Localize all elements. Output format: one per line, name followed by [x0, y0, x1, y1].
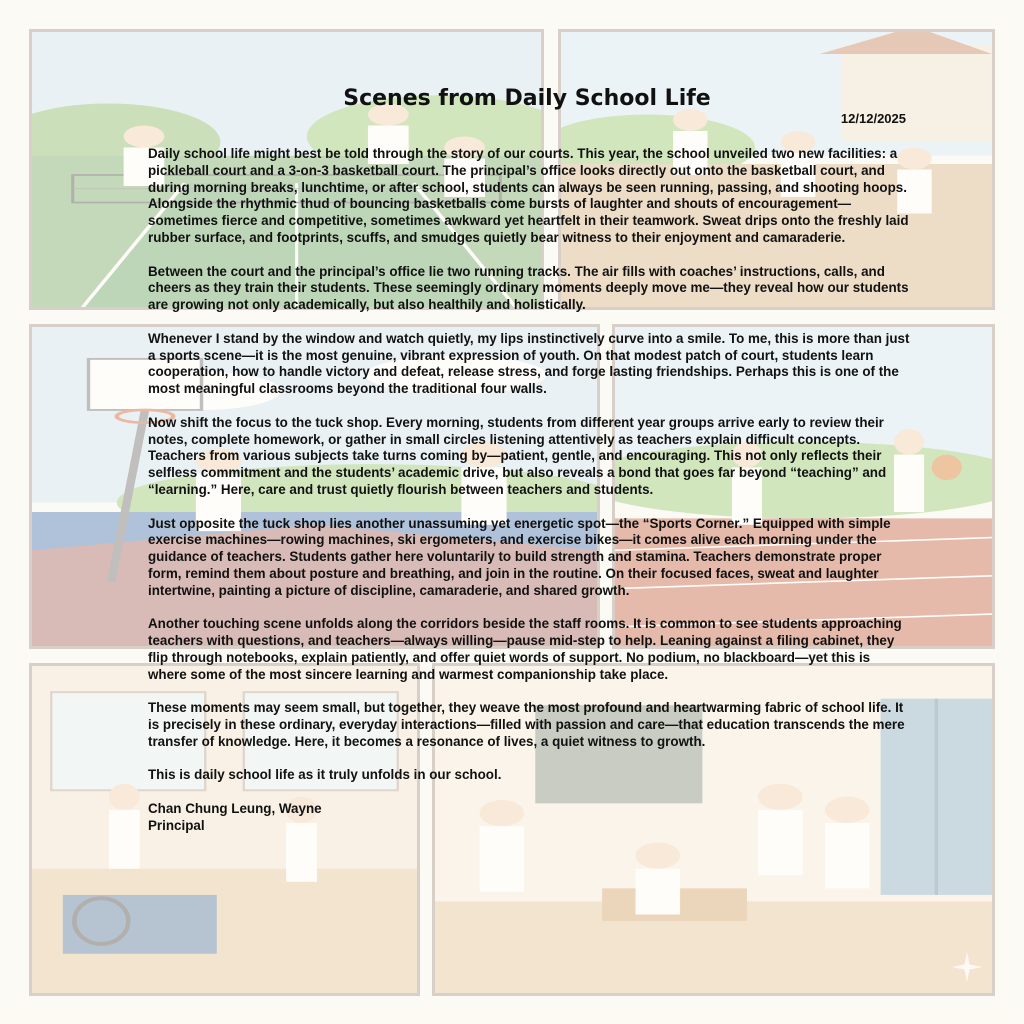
paragraph: Now shift the focus to the tuck shop. Every morning, students from different year groups arrive early to review their notes, complete homework, or gather in small circles listening attentively as teachers explain difficult concepts. Teachers from various subjects take turns coming by—patient, gentle, and encouraging. This not only reflects their selfless commitment and the students’ academic drive, but also reveals a bond that goes far beyond “teaching” and “learning.” Here, care and trust quietly flourish between teachers and students.	[148, 414, 887, 497]
page-title: Scenes from Daily School Life	[343, 86, 711, 111]
signature-name: Chan Chung Leung, Wayne	[148, 801, 322, 817]
paragraph: Just opposite the tuck shop lies another unassuming yet energetic spot—the “Sports Corner.” Equipped with simple exercise machines—rowing machines, ski ergometers, and exercise bikes—it comes alive each morning under the guidance of teachers. Students gather here voluntarily to build strength and stamina. Teachers demonstrate proper form, remind them about posture and breathing, and join in the routine. On their focused faces, sweat and laughter intertwine, painting a picture of discipline, camaraderie, and shared growth.	[148, 515, 891, 598]
paragraph: Whenever I stand by the window and watch quietly, my lips instinctively curve into a smile. To me, this is more than just a sports scene—it is the most genuine, vibrant expression of youth. On that modest patch of court, students learn cooperation, how to handle victory and defeat, release stress, and forge lasting friendships. Perhaps this is one of the most meaningful classrooms beyond the traditional four walls.	[148, 330, 910, 397]
paragraph: Another touching scene unfolds along the corridors beside the staff rooms. It is common to see students approaching teachers with questions, and teachers—always willing—pause mid-step to help. Leaning against a filing cabinet, they flip through notebooks, explain patiently, and offer quiet words of support. No podium, no blackboard—yet this is where some of the most sincere learning and warmest companionship take place.	[148, 616, 902, 682]
signature-position: Principal	[148, 817, 205, 833]
sparkle-icon	[950, 950, 984, 984]
paragraph: Between the court and the principal’s office lie two running tracks. The air fills with coaches’ instructions, calls, and cheers as they train their students. These seemingly ordinary moments deeply move me—they reveal how our students are growing not only academically, but also healthily and holistically.	[148, 263, 909, 313]
letter-date: 12/12/2025	[840, 111, 906, 126]
paragraph: These moments may seem small, but together, they weave the most profound and heartwarming fabric of school life. It is precisely in these ordinary, everyday interactions—filled with passion and care—that education transcends the mere transfer of knowledge. Here, it becomes a resonance of lives, a quiet witness to growth.	[148, 700, 905, 749]
paragraph: Daily school life might best be told through the story of our courts. This year, the school unveiled two new facilities: a pickleball court and a 3-on-3 basketball court. The principal’s office looks directly out onto the basketball court, and during morning breaks, lunchtime, or after school, students can always be seen running, passing, and shooting hoops. Alongside the rhythmic thud of bouncing basketballs come bursts of laughter and shouts of encouragement—sometimes fierce and competitive, sometimes awkward yet heartfelt in their teamwork. Sweat drips onto the freshly laid rubber surface, and footprints, scuffs, and smudges quietly bear witness to their enjoyment and camaraderie.	[148, 146, 909, 245]
paragraph: This is daily school life as it truly unfolds in our school.	[148, 767, 502, 783]
letter-body	[148, 146, 911, 835]
